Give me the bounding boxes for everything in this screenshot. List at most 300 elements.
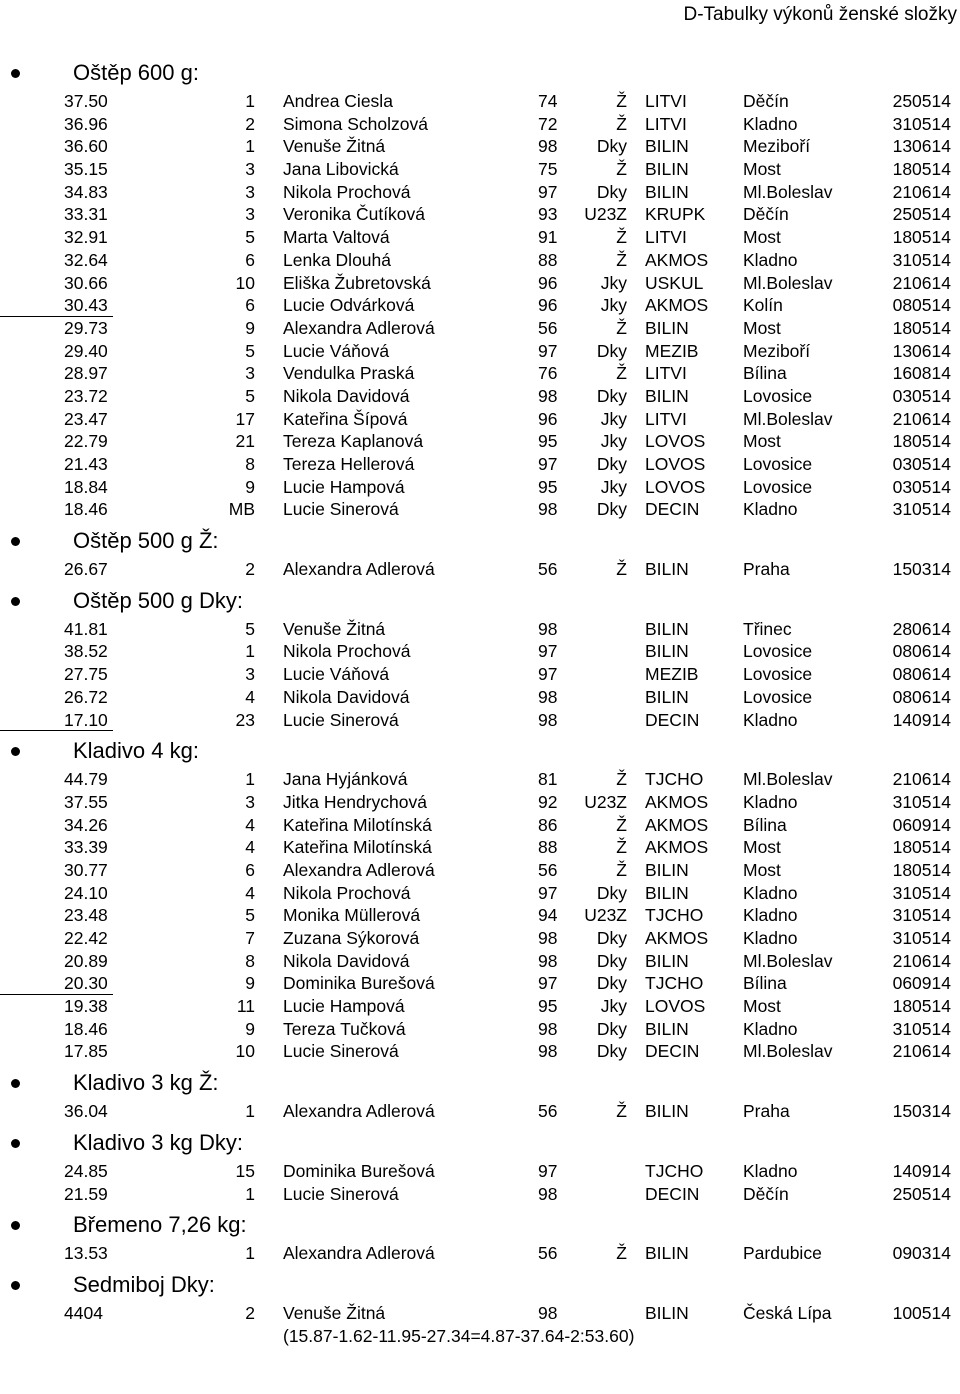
athlete-name: Venuše Žitná — [283, 136, 386, 157]
category: Ž — [616, 1243, 627, 1264]
birth-year: 76 — [538, 363, 558, 384]
performance: 36.04 — [64, 1101, 108, 1122]
date: 180514 — [892, 317, 951, 338]
club: BILIN — [645, 181, 689, 202]
result-row — [0, 1018, 960, 1041]
birth-year: 98 — [538, 950, 558, 971]
date: 180514 — [892, 159, 951, 180]
athlete-name: Veronika Čutíková — [283, 204, 426, 225]
performance: 44.79 — [64, 769, 108, 790]
birth-year: 97 — [538, 882, 558, 903]
bullet-icon — [11, 1139, 20, 1148]
result-row — [0, 836, 960, 859]
date: 030514 — [892, 385, 951, 406]
bullet-icon — [11, 597, 20, 606]
date: 130614 — [892, 340, 951, 361]
performance: 37.50 — [64, 91, 108, 111]
athlete-name: Nikola Prochová — [283, 882, 411, 903]
performance: 30.77 — [64, 859, 108, 880]
performance: 13.53 — [64, 1243, 108, 1264]
venue: Pardubice — [743, 1243, 822, 1264]
birth-year: 86 — [538, 814, 558, 835]
performance: 30.43 — [64, 295, 108, 316]
date: 210614 — [892, 408, 951, 429]
discipline-section — [0, 58, 960, 521]
result-row — [0, 927, 960, 950]
category: Jky — [600, 431, 627, 452]
date: 140914 — [892, 709, 951, 730]
performance: 38.52 — [64, 641, 108, 662]
category: Ž — [616, 159, 627, 180]
performance: 23.72 — [64, 385, 108, 406]
category: Jky — [600, 272, 627, 293]
venue: Lovosice — [743, 686, 813, 707]
section-title: Kladivo 4 kg: — [73, 738, 199, 764]
category: Jky — [600, 476, 627, 497]
venue: Ml.Boleslav — [743, 950, 833, 971]
club: BILIN — [645, 859, 689, 880]
performance: 29.40 — [64, 340, 108, 361]
bullet-icon — [11, 69, 20, 78]
result-row — [0, 249, 960, 272]
category: Dky — [596, 385, 627, 406]
venue: Most — [743, 859, 781, 880]
birth-year: 95 — [538, 996, 558, 1017]
result-row — [0, 1100, 960, 1123]
discipline-section — [0, 586, 960, 731]
venue: Praha — [743, 1101, 790, 1122]
birth-year: 72 — [538, 113, 558, 134]
athlete-name: Nikola Davidová — [283, 686, 410, 707]
placement: 2 — [245, 559, 255, 580]
placement: 11 — [236, 996, 255, 1017]
placement: 7 — [245, 928, 255, 948]
club: TJCHO — [645, 905, 704, 926]
category: Dky — [596, 882, 627, 903]
club: BILIN — [645, 686, 689, 707]
performance: 23.48 — [64, 905, 108, 926]
club: TJCHO — [645, 1160, 704, 1181]
birth-year: 94 — [538, 905, 558, 926]
result-row — [0, 558, 960, 581]
venue: Most — [743, 996, 781, 1017]
placement: 1 — [245, 641, 255, 662]
section-title: Kladivo 3 kg Dky: — [73, 1129, 243, 1155]
athlete-name: Lucie Hampová — [283, 476, 405, 497]
result-note-row — [0, 1325, 960, 1347]
venue: Bílina — [743, 973, 787, 994]
venue: Kladno — [743, 249, 798, 270]
performance: 28.97 — [64, 363, 108, 384]
athlete-name: Nikola Prochová — [283, 181, 411, 202]
date: 310514 — [892, 499, 951, 520]
performance: 34.26 — [64, 814, 108, 835]
result-row — [0, 317, 960, 340]
club: DECIN — [645, 499, 700, 520]
result-row — [0, 814, 960, 837]
placement: 6 — [245, 249, 255, 270]
club: DECIN — [645, 1041, 700, 1062]
placement: 5 — [245, 385, 255, 406]
category: Ž — [616, 227, 627, 248]
athlete-name: Dominika Burešová — [283, 973, 435, 994]
result-row — [0, 859, 960, 882]
club: BILIN — [645, 385, 689, 406]
club: LOVOS — [645, 996, 706, 1017]
date: 250514 — [892, 1183, 951, 1204]
performance: 30.66 — [64, 272, 108, 293]
date: 150314 — [892, 1101, 951, 1122]
venue: Kladno — [743, 113, 798, 134]
club: BILIN — [645, 136, 689, 157]
category: Dky — [596, 499, 627, 520]
venue: Most — [743, 317, 781, 338]
category: Dky — [596, 973, 627, 994]
venue: Most — [743, 837, 781, 858]
placement: 8 — [245, 950, 255, 971]
section-heading — [0, 1270, 960, 1302]
birth-year: 98 — [538, 1183, 558, 1204]
birth-year: 96 — [538, 295, 558, 316]
performance: 36.60 — [64, 136, 108, 157]
result-row — [0, 1302, 960, 1325]
venue: Třinec — [743, 618, 792, 639]
club: LITVI — [645, 113, 687, 134]
result-row — [0, 181, 960, 204]
birth-year: 56 — [538, 317, 558, 338]
athlete-name: Eliška Žubretovská — [283, 272, 431, 293]
performance: 35.15 — [64, 159, 108, 180]
result-row — [0, 1183, 960, 1206]
birth-year: 95 — [538, 476, 558, 497]
placement: MB — [228, 499, 255, 520]
discipline-section — [0, 736, 960, 1063]
result-row — [0, 362, 960, 385]
venue: Ml.Boleslav — [743, 272, 833, 293]
club: DECIN — [645, 709, 700, 730]
athlete-name: Tereza Tučková — [283, 1018, 406, 1039]
performance: 33.39 — [64, 837, 108, 858]
section-heading — [0, 736, 960, 768]
date: 310514 — [892, 928, 951, 948]
category: U23Z — [584, 204, 627, 225]
venue: Kolín — [743, 295, 783, 316]
result-row — [0, 158, 960, 181]
club: BILIN — [645, 618, 689, 639]
placement: 3 — [245, 159, 255, 180]
result-row — [0, 498, 960, 521]
club: TJCHO — [645, 973, 704, 994]
birth-year: 56 — [538, 559, 558, 580]
placement: 9 — [245, 476, 255, 497]
date: 150314 — [892, 559, 951, 580]
performance: 21.59 — [64, 1183, 108, 1204]
category: U23Z — [584, 791, 627, 812]
result-row — [0, 385, 960, 408]
result-row — [0, 768, 960, 791]
section-heading — [0, 586, 960, 618]
placement: 3 — [245, 204, 255, 225]
club: LITVI — [645, 408, 687, 429]
club: AKMOS — [645, 791, 709, 812]
performance: 18.46 — [64, 1018, 108, 1039]
result-row — [0, 408, 960, 431]
date: 310514 — [892, 905, 951, 926]
date: 090314 — [892, 1243, 951, 1264]
venue: Lovosice — [743, 454, 813, 474]
result-row — [0, 791, 960, 814]
performance: 36.96 — [64, 113, 108, 134]
athlete-name: Lucie Sinerová — [283, 499, 399, 520]
result-row — [0, 113, 960, 136]
date: 180514 — [892, 996, 951, 1017]
performance: 17.85 — [64, 1041, 108, 1062]
club: LITVI — [645, 227, 687, 248]
category: Jky — [600, 295, 627, 316]
placement: 15 — [235, 1160, 255, 1181]
birth-year: 98 — [538, 499, 558, 520]
venue: Kladno — [743, 1160, 798, 1181]
performance: 32.64 — [64, 249, 108, 270]
category: Dky — [596, 136, 627, 157]
athlete-name: Alexandra Adlerová — [283, 1101, 435, 1122]
date: 030514 — [892, 476, 951, 497]
category: Dky — [596, 340, 627, 361]
placement: 1 — [245, 1243, 255, 1264]
venue: Kladno — [743, 1018, 798, 1039]
athlete-name: Monika Müllerová — [283, 905, 421, 926]
birth-year: 75 — [538, 159, 558, 180]
club: BILIN — [645, 1243, 689, 1264]
result-row — [0, 972, 960, 995]
club: BILIN — [645, 641, 689, 662]
category: Ž — [616, 363, 627, 384]
club: BILIN — [645, 882, 689, 903]
birth-year: 88 — [538, 249, 558, 270]
result-row — [0, 203, 960, 226]
category: Ž — [616, 113, 627, 134]
result-row — [0, 640, 960, 663]
section-heading — [0, 1210, 960, 1242]
venue: Bílina — [743, 814, 787, 835]
placement: 5 — [245, 340, 255, 361]
category: Ž — [616, 769, 627, 790]
birth-year: 93 — [538, 204, 558, 225]
club: AKMOS — [645, 814, 709, 835]
date: 250514 — [892, 204, 951, 225]
category: Dky — [596, 181, 627, 202]
birth-year: 92 — [538, 791, 558, 812]
club: KRUPK — [645, 204, 706, 225]
category: Ž — [616, 859, 627, 880]
result-row — [0, 904, 960, 927]
date: 210614 — [892, 1041, 951, 1062]
club: AKMOS — [645, 295, 709, 316]
category: Ž — [616, 814, 627, 835]
date: 180514 — [892, 227, 951, 248]
placement: 3 — [245, 363, 255, 384]
placement: 5 — [245, 905, 255, 926]
split-results-note: (15.87-1.62-11.95-27.34=4.87-37.64-2:53.60) — [283, 1325, 635, 1346]
birth-year: 98 — [538, 928, 558, 948]
venue: Děčín — [743, 91, 789, 111]
venue: Most — [743, 431, 781, 452]
athlete-name: Lucie Váňová — [283, 340, 390, 361]
birth-year: 98 — [538, 709, 558, 730]
athlete-name: Nikola Prochová — [283, 641, 411, 662]
date: 140914 — [892, 1160, 951, 1181]
placement: 21 — [235, 431, 255, 452]
club: BILIN — [645, 1018, 689, 1039]
athlete-name: Tereza Hellerová — [283, 454, 415, 474]
birth-year: 98 — [538, 1018, 558, 1039]
date: 310514 — [892, 882, 951, 903]
bullet-icon — [11, 537, 20, 546]
performance: 29.73 — [64, 317, 108, 338]
athlete-name: Simona Scholzová — [283, 113, 428, 134]
page-header: D-Tabulky výkonů ženské složky — [683, 4, 957, 25]
club: BILIN — [645, 1302, 689, 1323]
date: 310514 — [892, 791, 951, 812]
section-title: Oštěp 600 g: — [73, 60, 199, 85]
performance: 26.72 — [64, 686, 108, 707]
athlete-name: Alexandra Adlerová — [283, 317, 435, 338]
result-row — [0, 950, 960, 973]
athlete-name: Lucie Sinerová — [283, 1183, 399, 1204]
club: LOVOS — [645, 476, 706, 497]
result-row — [0, 709, 960, 732]
result-row — [0, 226, 960, 249]
birth-year: 96 — [538, 272, 558, 293]
performance: 19.38 — [64, 996, 108, 1017]
club: LOVOS — [645, 431, 706, 452]
placement: 5 — [245, 618, 255, 639]
club: MEZIB — [645, 664, 699, 685]
placement: 3 — [245, 664, 255, 685]
section-heading — [0, 1128, 960, 1160]
venue: Lovosice — [743, 385, 813, 406]
club: BILIN — [645, 159, 689, 180]
category: Dky — [596, 1041, 627, 1062]
athlete-name: Lucie Hampová — [283, 996, 405, 1017]
placement: 4 — [245, 814, 255, 835]
club: TJCHO — [645, 769, 704, 790]
venue: Meziboří — [743, 136, 811, 157]
birth-year: 88 — [538, 837, 558, 858]
result-row — [0, 430, 960, 453]
athlete-name: Dominika Burešová — [283, 1160, 435, 1181]
athlete-name: Jana Libovická — [283, 159, 399, 180]
birth-year: 81 — [538, 769, 558, 790]
performance: 32.91 — [64, 227, 108, 248]
athlete-name: Venuše Žitná — [283, 1302, 386, 1323]
category: Dky — [596, 454, 627, 474]
venue: Česká Lípa — [743, 1302, 832, 1323]
date: 250514 — [892, 91, 951, 111]
performance: 23.47 — [64, 408, 108, 429]
category: Dky — [596, 1018, 627, 1039]
performance: 18.46 — [64, 499, 108, 520]
category: Jky — [600, 408, 627, 429]
birth-year: 98 — [538, 1302, 558, 1323]
athlete-name: Lenka Dlouhá — [283, 249, 391, 270]
date: 080614 — [892, 641, 951, 662]
section-heading — [0, 526, 960, 558]
placement: 6 — [245, 295, 255, 316]
athlete-name: Nikola Davidová — [283, 385, 410, 406]
birth-year: 98 — [538, 385, 558, 406]
section-heading — [0, 1068, 960, 1100]
date: 080614 — [892, 664, 951, 685]
athlete-name: Venuše Žitná — [283, 618, 386, 639]
athlete-name: Lucie Odvárková — [283, 295, 415, 316]
date: 160814 — [892, 363, 951, 384]
bullet-icon — [11, 1221, 20, 1230]
club: AKMOS — [645, 928, 709, 948]
date: 080614 — [892, 686, 951, 707]
placement: 3 — [245, 791, 255, 812]
club: LOVOS — [645, 454, 706, 474]
birth-year: 97 — [538, 1160, 558, 1181]
athlete-name: Zuzana Sýkorová — [283, 928, 420, 948]
category: Dky — [596, 928, 627, 948]
date: 310514 — [892, 249, 951, 270]
result-row — [0, 995, 960, 1018]
date: 210614 — [892, 950, 951, 971]
venue: Most — [743, 227, 781, 248]
birth-year: 56 — [538, 859, 558, 880]
birth-year: 91 — [538, 227, 558, 248]
athlete-name: Kateřina Milotínská — [283, 814, 432, 835]
placement: 1 — [245, 91, 255, 111]
performance: 41.81 — [64, 618, 108, 639]
date: 180514 — [892, 859, 951, 880]
venue: Ml.Boleslav — [743, 408, 833, 429]
athlete-name: Alexandra Adlerová — [283, 859, 435, 880]
bullet-icon — [11, 1079, 20, 1088]
discipline-section — [0, 526, 960, 581]
venue: Kladno — [743, 905, 798, 926]
placement: 2 — [245, 1302, 255, 1323]
category: U23Z — [584, 905, 627, 926]
placement: 1 — [245, 1183, 255, 1204]
club: AKMOS — [645, 837, 709, 858]
birth-year: 97 — [538, 340, 558, 361]
date: 130614 — [892, 136, 951, 157]
bullet-icon — [11, 747, 20, 756]
performance: 26.67 — [64, 559, 108, 580]
performance: 34.83 — [64, 181, 108, 202]
section-title: Oštěp 500 g Dky: — [73, 587, 243, 613]
venue: Ml.Boleslav — [743, 181, 833, 202]
section-title: Kladivo 3 kg Ž: — [73, 1070, 219, 1096]
placement: 4 — [245, 882, 255, 903]
club: BILIN — [645, 950, 689, 971]
venue: Kladno — [743, 709, 798, 730]
category: Ž — [616, 559, 627, 580]
club: BILIN — [645, 1101, 689, 1122]
result-row — [0, 453, 960, 476]
birth-year: 98 — [538, 1041, 558, 1062]
club: MEZIB — [645, 340, 699, 361]
venue: Meziboří — [743, 340, 811, 361]
performance: 24.10 — [64, 882, 108, 903]
venue: Lovosice — [743, 476, 813, 497]
birth-year: 96 — [538, 408, 558, 429]
result-row — [0, 90, 960, 113]
athlete-name: Andrea Ciesla — [283, 91, 393, 111]
category: Dky — [596, 950, 627, 971]
